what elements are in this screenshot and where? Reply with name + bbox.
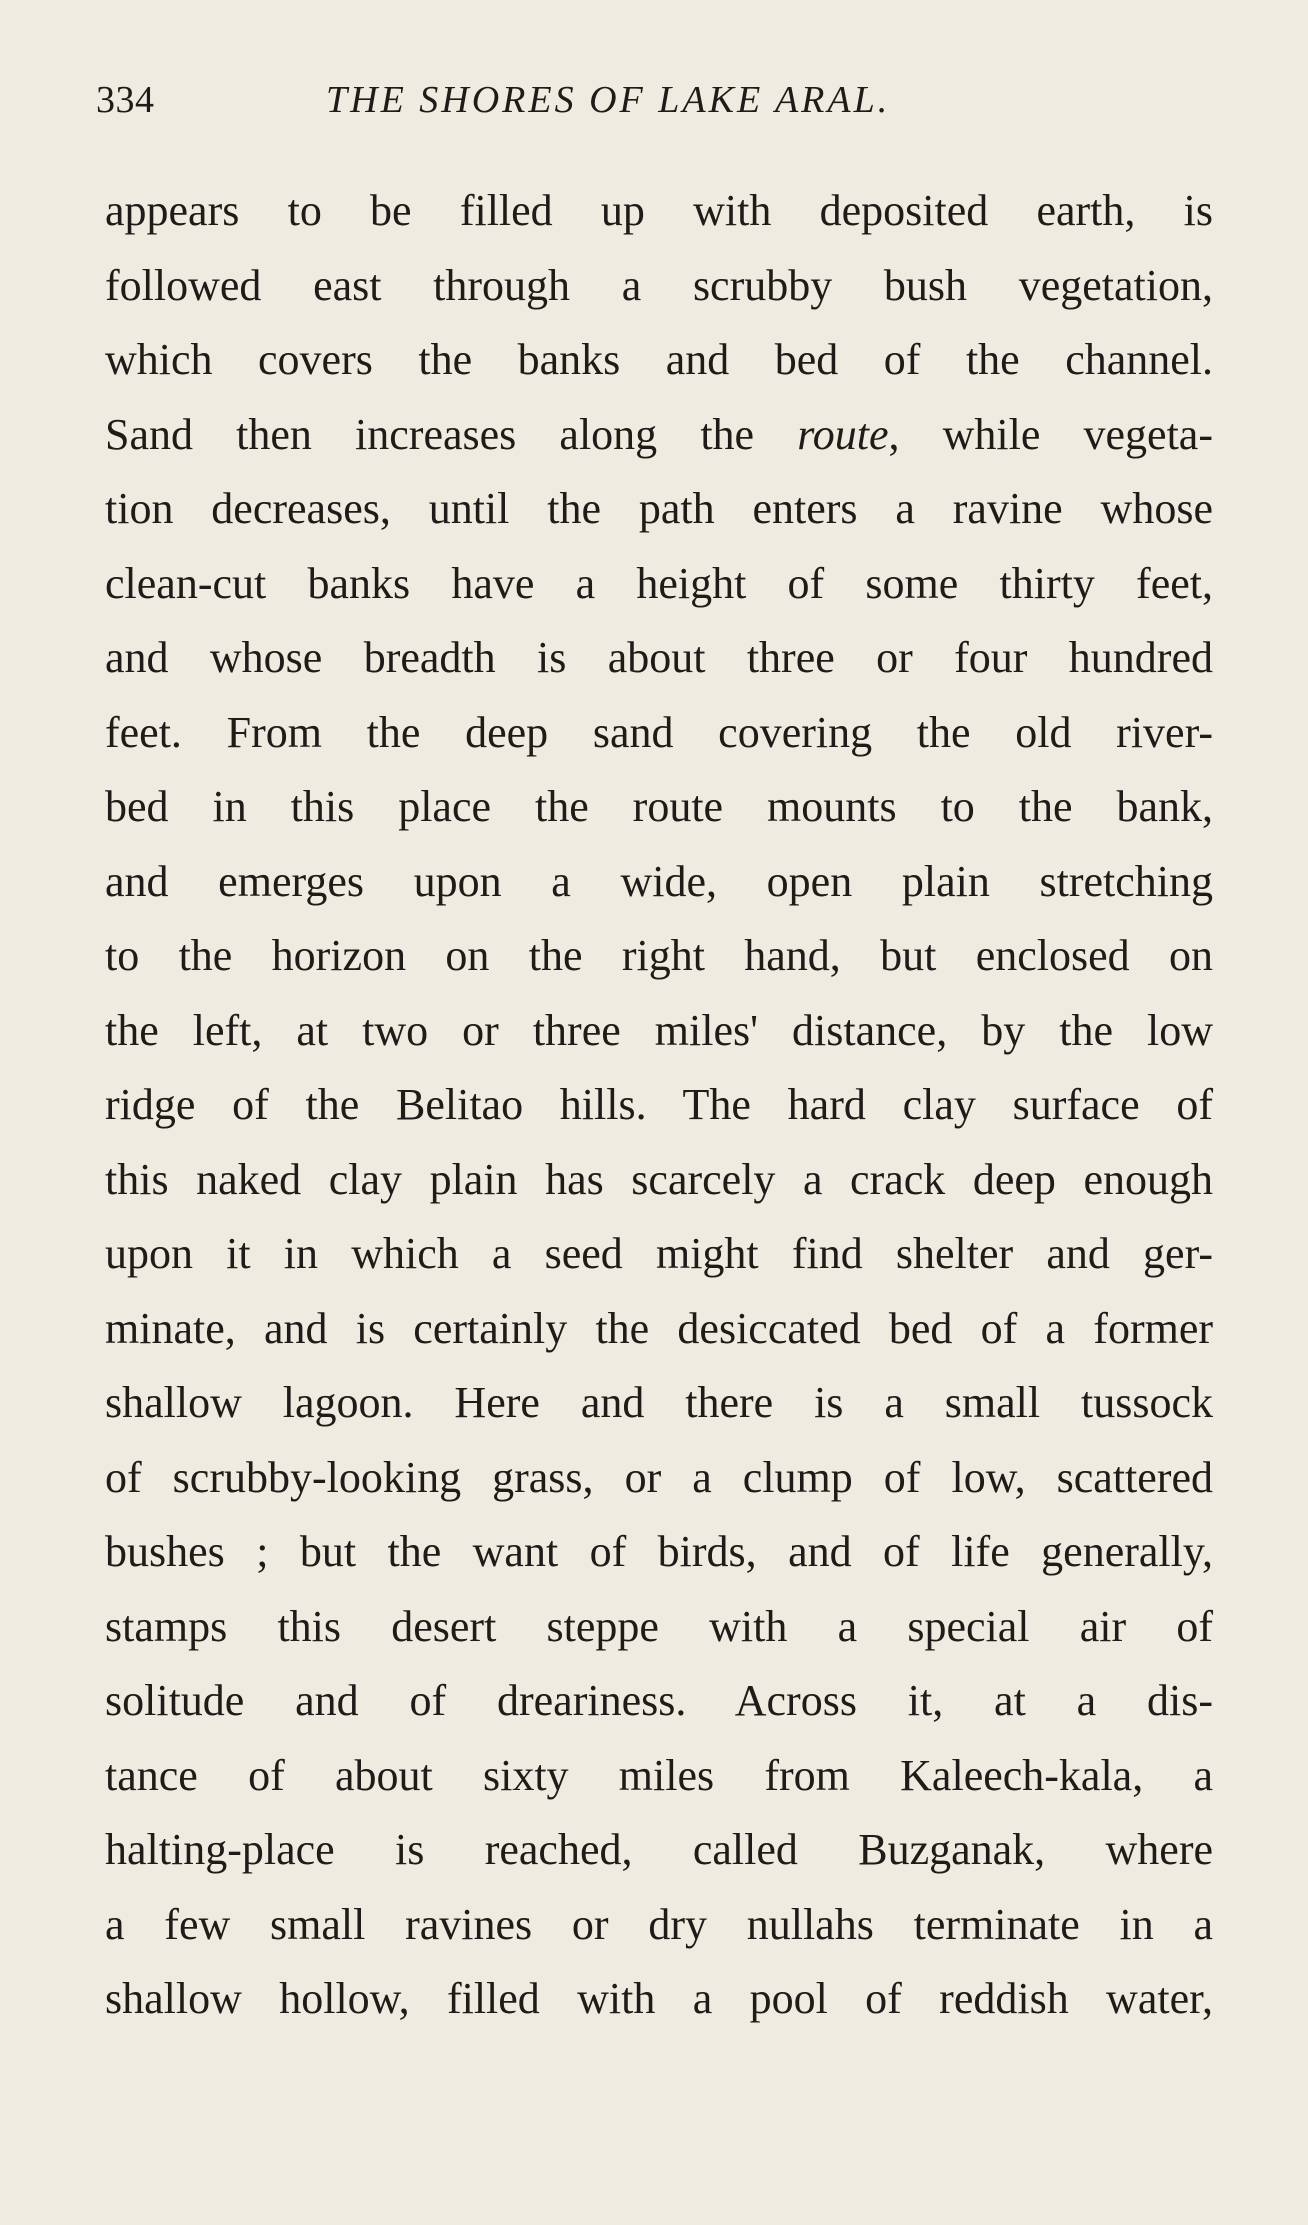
- text-line: which covers the banks and bed of the channel.: [105, 335, 1213, 384]
- text-line: to the horizon on the right hand, but enclosed on: [105, 931, 1213, 980]
- italic-word: route: [797, 409, 889, 459]
- text-line: [105, 398, 1213, 473]
- text-line: minate, and is certainly the desiccated bed of a former: [105, 1303, 1213, 1353]
- text-line: appears to be filled up with deposited earth, is: [105, 186, 1213, 235]
- running-title: THE SHORES OF LAKE ARAL.: [326, 79, 891, 121]
- text-segment: , while vegeta-: [888, 409, 1213, 459]
- text-line: and emerges upon a wide, open plain stretching: [105, 856, 1213, 906]
- text-line: halting-place is reached, called Buzganak, where: [105, 1825, 1213, 1874]
- text-line: ridge of the Belitao hills. The hard clay surface of: [105, 1080, 1213, 1129]
- text-line: upon it in which a seed might find shelter and ger-: [105, 1229, 1213, 1278]
- text-line: shallow hollow, filled with a pool of reddish water,: [105, 1974, 1213, 2023]
- text-line: followed east through a scrubby bush vegetation,: [105, 260, 1213, 310]
- text-line: a few small ravines or dry nullahs terminate in a: [105, 1899, 1213, 1949]
- running-head: [96, 78, 1216, 138]
- text-line: shallow lagoon. Here and there is a small tussock: [105, 1378, 1213, 1427]
- text-line: the left, at two or three miles' distance, by the low: [105, 1005, 1213, 1055]
- text-line: and whose breadth is about three or four hundred: [105, 633, 1213, 682]
- text-segment: Sand then increases along the: [105, 409, 798, 459]
- text-line: tance of about sixty miles from Kaleech-kala, a: [105, 1750, 1213, 1800]
- text-line: this naked clay plain has scarcely a crack deep enough: [105, 1154, 1213, 1204]
- text-line: of scrubby-looking grass, or a clump of low, scattered: [105, 1452, 1213, 1502]
- text-line: clean-cut banks have a height of some thirty feet,: [105, 558, 1213, 608]
- text-line: solitude and of dreariness. Across it, at a dis-: [105, 1676, 1213, 1725]
- text-line: tion decreases, until the path enters a ravine whose: [105, 484, 1213, 533]
- text-line: stamps this desert steppe with a special air of: [105, 1601, 1213, 1651]
- text-line: feet. From the deep sand covering the old river-: [105, 707, 1213, 757]
- page-number: 334: [96, 79, 155, 121]
- text-line: bushes ; but the want of birds, and of life generally,: [105, 1527, 1213, 1576]
- body-text: [105, 174, 1213, 2037]
- text-line: bed in this place the route mounts to the bank,: [105, 782, 1213, 831]
